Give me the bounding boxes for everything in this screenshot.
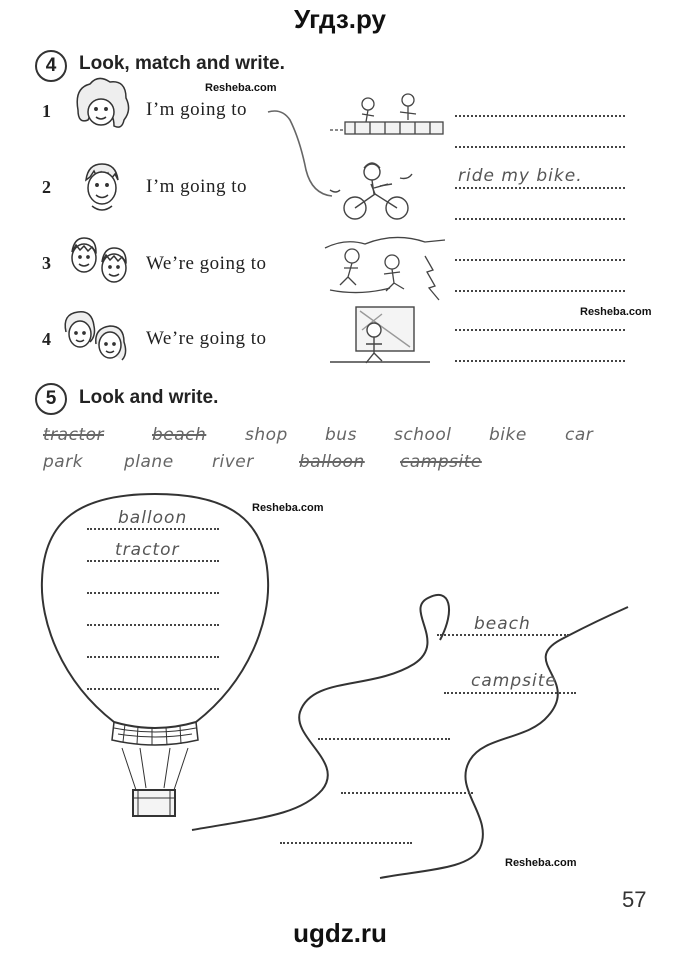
watermark: Resheba.com [580,306,652,318]
river-line-4[interactable] [341,792,473,794]
balloon-line-6[interactable] [87,688,219,690]
word-shop: shop [245,425,288,445]
watermark: Resheba.com [505,857,577,869]
balloon-answer-2: tractor [115,540,180,560]
watermark: Resheba.com [252,502,324,514]
row-number-2: 2 [42,177,51,197]
river-line-1[interactable] [437,634,569,636]
word-tractor: tractor [43,425,104,445]
exercise-5-number: 5 [35,383,67,415]
word-car: car [565,425,594,445]
watermark: Resheba.com [205,82,277,94]
row-phrase-2: I’m going to [146,176,247,197]
row-phrase-1: I’m going to [146,99,247,120]
word-school: school [394,425,452,445]
balloon-line-3[interactable] [87,592,219,594]
row-number-4: 4 [42,329,51,349]
balloon-line-1[interactable] [87,528,219,530]
river-answer-1: beach [474,614,531,634]
word-campsite: campsite [400,452,482,472]
exercise-4-title: Look, match and write. [79,53,285,74]
site-header-title: Угдз.ру [294,4,386,34]
balloon-line-2[interactable] [87,560,219,562]
balloon-answer-1: balloon [118,508,188,528]
balloon-line-5[interactable] [87,656,219,658]
word-plane: plane [124,452,174,472]
balloon-line-4[interactable] [87,624,219,626]
word-beach: beach [152,425,207,445]
word-bike: bike [489,425,527,445]
word-balloon: balloon [299,452,365,472]
row-number-1: 1 [42,101,51,121]
site-footer-title: ugdz.ru [293,918,387,948]
word-bus: bus [325,425,357,445]
exercise-4-number: 4 [35,50,67,82]
river-line-5[interactable] [280,842,412,844]
row-phrase-3: We’re going to [146,253,267,274]
exercise-5-title: Look and write. [79,387,219,408]
row-phrase-4: We’re going to [146,328,267,349]
page-number: 57 [622,887,647,912]
river-line-2[interactable] [444,692,576,694]
word-park: park [43,452,84,472]
row-number-3: 3 [42,253,51,273]
river-answer-2: campsite [471,671,557,691]
river-line-3[interactable] [318,738,450,740]
answer-text-row1: ride my bike. [458,166,583,186]
word-river: river [212,452,254,472]
